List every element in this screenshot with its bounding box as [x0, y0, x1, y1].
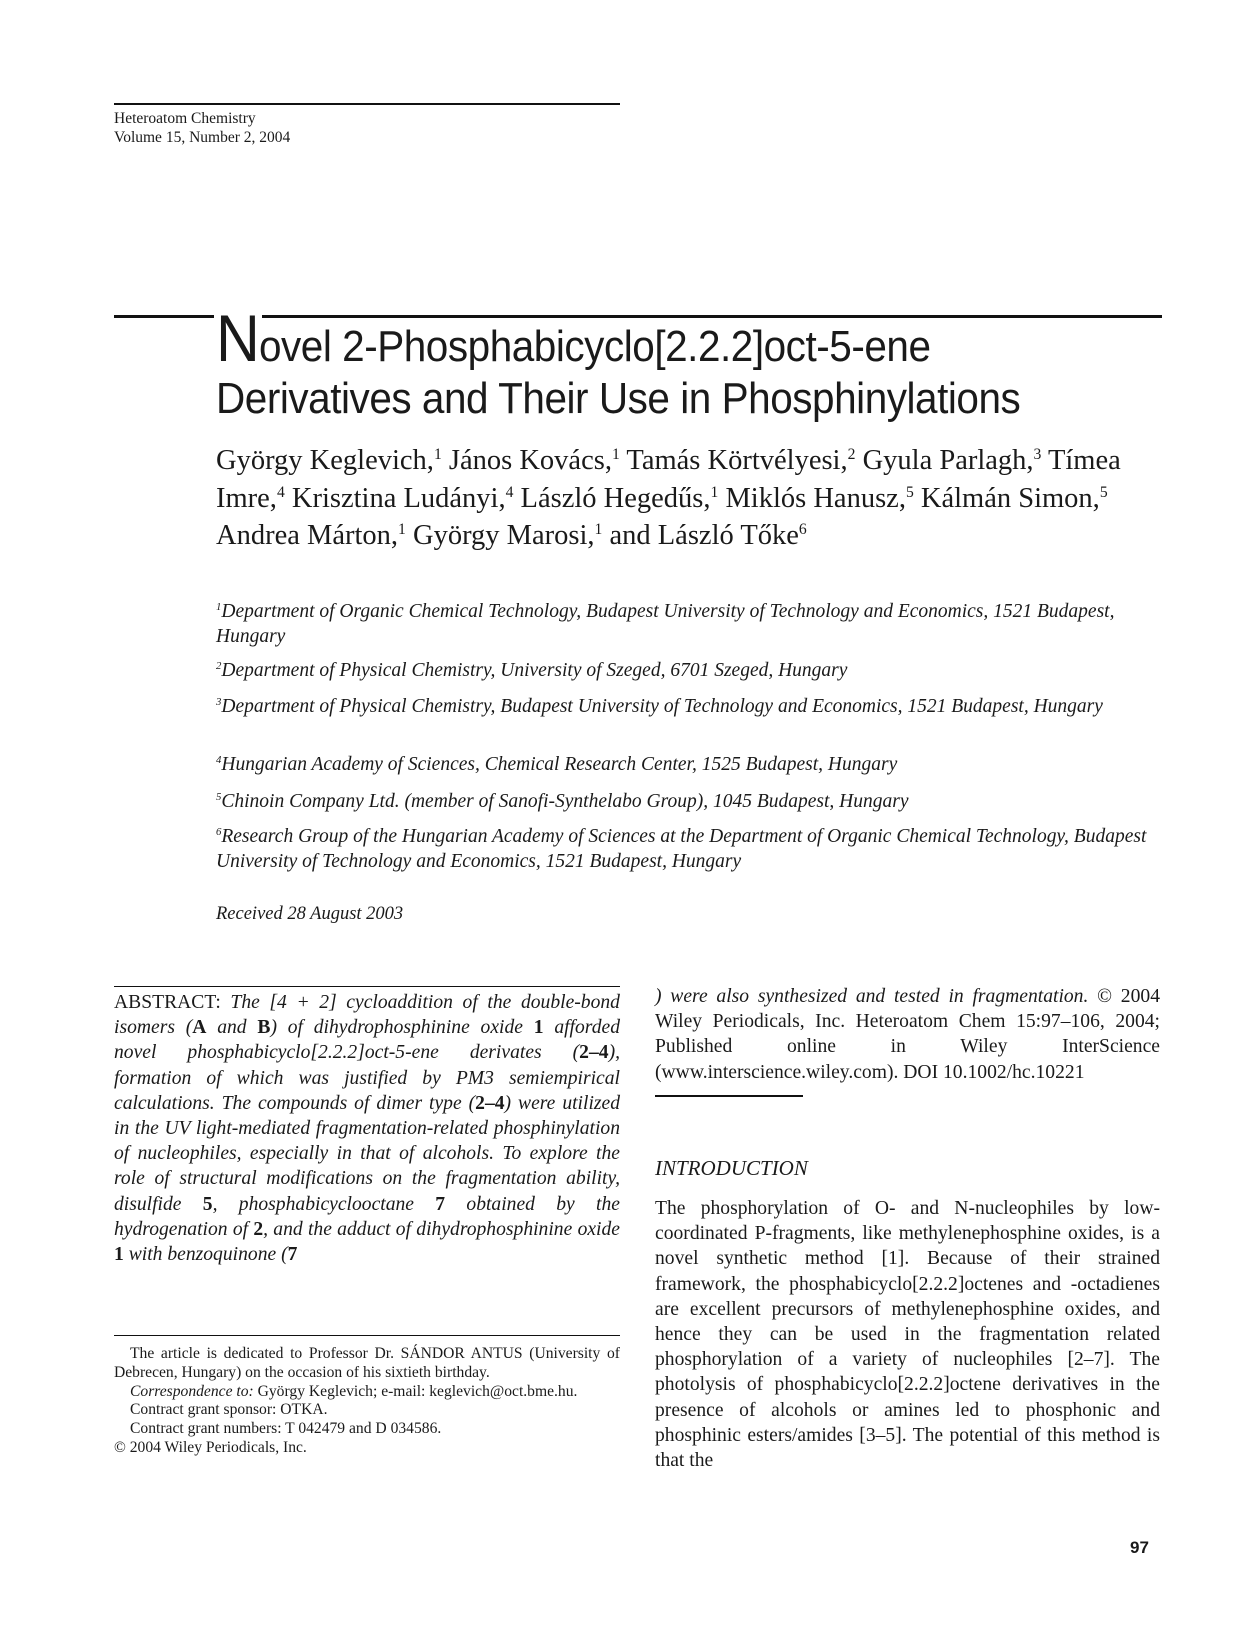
title-line-1-text: ovel 2-Phosphabicyclo[2.2.2]oct-5-ene — [258, 322, 931, 371]
author-name: György Keglevich, — [216, 445, 434, 476]
header-rule — [114, 103, 620, 105]
abstract-fragment: , and the adduct of dihydrophosphinine oxide — [263, 1218, 620, 1240]
author-name: György Marosi, — [412, 520, 595, 551]
received-date: Received 28 August 2003 — [216, 904, 404, 924]
footnote-grants: Contract grant numbers: T 042479 and D 034586. — [130, 1420, 442, 1438]
affiliation-number: 5 — [216, 791, 222, 804]
affiliation-number: 6 — [216, 826, 222, 839]
affiliation-item — [216, 599, 1176, 649]
abstract-fragment: The [4 + 2] cycloaddition of the double-bond isomers ( — [114, 992, 620, 1039]
compound-number: B — [257, 1017, 271, 1039]
abstract-fragment: ), formation of which was justified by PM3 semiempirical calculations. The compounds of dimer type ( — [114, 1042, 620, 1114]
abstract-fragment: ) were utilized in the UV light-mediated fragmentation-related phosphinylation of nucleophiles, especially in that of alcohols. To explore the role of structural modifications on the fragmentation ability, disulfide — [114, 1092, 621, 1215]
title-rule-left — [114, 315, 214, 318]
abstract-fragment: with benzoquinone ( — [123, 1244, 288, 1266]
compound-number: 1 — [533, 1017, 544, 1039]
author-affiliation-mark: 1 — [594, 520, 603, 538]
abstract-continuation — [655, 984, 1160, 1085]
affiliation-number: 1 — [216, 601, 222, 614]
author-name: Krisztina Ludányi, — [291, 482, 506, 514]
abstract-rule-top — [114, 986, 620, 987]
footnote-dedication: The article is dedicated to Professor Dr. SÁNDOR ANTUS (University of Debrecen, Hungary) on the occasion of his sixtieth birthday. — [114, 1345, 620, 1381]
affiliation-item — [216, 752, 1176, 777]
abstract-fragment: , phosphabicyclooctane — [212, 1193, 436, 1215]
abstract-fragment: obtained by the hydrogenation of — [114, 1193, 620, 1240]
correspondence-label: Correspondence to: — [130, 1382, 254, 1400]
author-affiliation-mark: 6 — [798, 520, 807, 538]
compound-number: 7 — [435, 1193, 446, 1215]
abstract-fragment: ) were also synthesized and tested in fragmentation. — [655, 986, 1089, 1007]
compound-number: 5 — [202, 1193, 213, 1215]
title-dropcap: N — [216, 301, 259, 375]
affiliation-item — [216, 658, 1176, 683]
abstract-text — [114, 992, 620, 1265]
journal-header — [114, 109, 290, 147]
author-affiliation-mark: 1 — [611, 445, 620, 463]
footnote-rule — [114, 1335, 620, 1336]
author-affiliation-mark: 4 — [276, 483, 285, 501]
correspondence-text: György Keglevich; e-mail: keglevich@oct.bme.hu. — [257, 1382, 578, 1400]
author-affiliation-mark: 1 — [398, 520, 406, 538]
author-affiliation-mark: 1 — [710, 483, 719, 501]
author-name: Miklós Hanusz, — [725, 482, 906, 514]
introduction-heading: INTRODUCTION — [655, 1156, 808, 1180]
author-name: Kálmán Simon, — [920, 482, 1100, 514]
author-name: Tamás Körtvélyesi, — [626, 445, 848, 476]
abstract-fragment: ) of dihydrophosphinine oxide — [270, 1017, 534, 1039]
affiliation-text: Department of Organic Chemical Technology, Budapest University of Technology and Economics, 1521 Budapest, Hungary — [216, 601, 1115, 647]
affiliation-item — [216, 824, 1176, 874]
abstract-label: ABSTRACT: — [114, 992, 221, 1013]
affiliation-text: Hungarian Academy of Sciences, Chemical Research Center, 1525 Budapest, Hungary — [221, 754, 898, 775]
author-name: Tímea Imre, — [216, 445, 1121, 514]
journal-name: Heteroatom Chemistry — [114, 110, 256, 127]
journal-issue: Volume 15, Number 2, 2004 — [114, 129, 291, 146]
compound-number: 1 — [114, 1244, 124, 1266]
footnote-sponsor: Contract grant sponsor: OTKA. — [130, 1401, 328, 1419]
author-affiliation-mark: 1 — [433, 445, 442, 463]
affiliation-text: Research Group of the Hungarian Academy of Sciences at the Department of Organic Chemical Technology, Budapest University of Technology and Economics, 1521 Budapest, Hungary — [216, 826, 1147, 872]
compound-number: 7 — [287, 1244, 298, 1266]
affiliation-item — [216, 694, 1176, 719]
author-name: László Hegedűs, — [520, 482, 711, 514]
abstract-copyright: © 2004 Wiley Periodicals, Inc. Heteroatom Chem 15:97–106, 2004; Published online in Wiley InterScience (www.interscience.wiley.com). DOI 10.1002/hc.10221 — [655, 986, 1160, 1083]
author-name: Gyula Parlagh, — [862, 445, 1034, 476]
author-affiliation-mark: 2 — [847, 445, 856, 463]
introduction-text: The phosphorylation of O- and N-nucleophiles by low-coordinated P-fragments, like methylenephosphine oxides, is a novel synthetic method [1]. Because of their strained framework, the phosphabicyclo[2.2.2]octenes and -octadienes are excellent precursors of methylenephosphine oxides, and hence they can be used in the fragmentation related phosphorylation of a variety of nucleophiles [2–7]. The photolysis of phosphabicyclo[2.2.2]octene derivatives in the presence of alcohols or amines led to phosphonic and phosphinic esters/amides [3–5]. The potential of this method is that the — [655, 1198, 1160, 1472]
title-line-2: Derivatives and Their Use in Phosphinylations — [216, 374, 1021, 423]
affiliation-number: 2 — [216, 660, 222, 673]
author-name: Andrea Márton, — [216, 520, 399, 551]
abstract-continuation-text — [655, 986, 1097, 1007]
affiliation-text: Department of Physical Chemistry, University of Szeged, 6701 Szeged, Hungary — [221, 660, 848, 681]
author-affiliation-mark: 4 — [505, 483, 514, 501]
compound-number: 2 — [253, 1218, 264, 1240]
footnotes — [114, 1345, 620, 1458]
article-title — [216, 301, 1099, 425]
affiliation-number: 4 — [216, 754, 222, 767]
affiliation-item — [216, 789, 1176, 814]
page-number: 97 — [1130, 1538, 1149, 1557]
author-affiliation-mark: 5 — [1099, 483, 1108, 501]
affiliation-text: Department of Physical Chemistry, Budapest University of Technology and Economics, 1521 Budapest, Hungary — [221, 696, 1103, 717]
abstract-rule-end — [655, 1095, 803, 1097]
author-affiliation-mark: 3 — [1033, 445, 1042, 463]
title-line-1 — [216, 301, 1099, 375]
affiliation-text: Chinoin Company Ltd. (member of Sanofi-Synthelabo Group), 1045 Budapest, Hungary — [221, 791, 909, 812]
author-affiliation-mark: 5 — [905, 483, 914, 501]
author-list — [216, 442, 1176, 555]
abstract-fragment: afforded novel phosphabicyclo[2.2.2]oct-5-ene derivates ( — [114, 1017, 620, 1064]
compound-number: A — [192, 1017, 207, 1039]
author-name: János Kovács, — [448, 445, 612, 476]
footnote-correspondence — [114, 1383, 620, 1402]
abstract-fragment: and — [206, 1017, 258, 1039]
affiliation-number: 3 — [216, 696, 222, 709]
author-name: and László Tőke — [609, 520, 799, 551]
compound-number: 2–4 — [475, 1092, 505, 1114]
compound-number: 2–4 — [579, 1042, 609, 1064]
abstract-block — [114, 990, 620, 1267]
footnote-copyright: © 2004 Wiley Periodicals, Inc. — [114, 1438, 307, 1456]
